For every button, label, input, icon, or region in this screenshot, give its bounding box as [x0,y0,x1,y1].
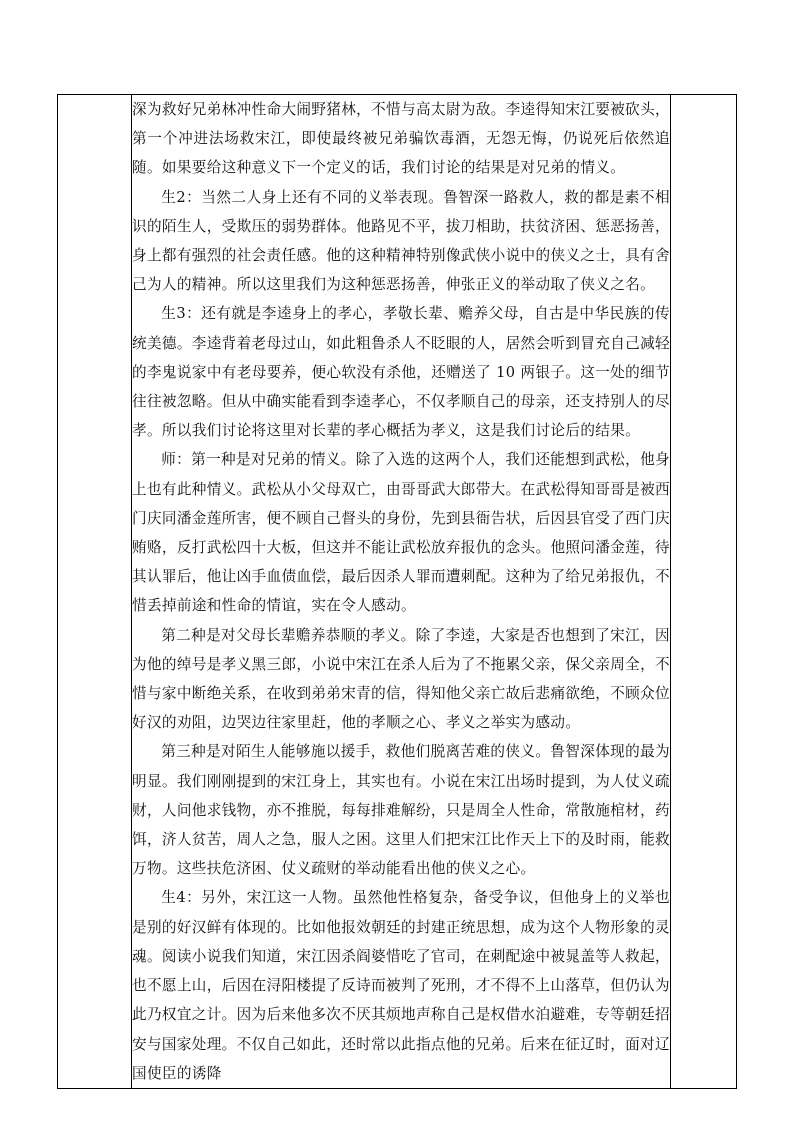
content-cell [132,95,671,1089]
document-table [57,94,737,1089]
paragraph-3: 生3：还有就是李逵身上的孝心，孝敬长辈、赡养父母，自古是中华民族的传统美德。李逵背着老母过山，如此粗鲁杀人不眨眼的人，居然会听到冒充自己减轻的李鬼说家中有老母要养，便心软没有杀他，还赠送了 10 两银子。这一处的细节往往被忽略。但从中确实能看到李逵孝心，不仅孝顺自己的母亲，还支持别人的尽孝。所以我们讨论将这里对长辈的孝心概括为孝义，这是我们讨论后的结果。 [132,305,670,440]
paragraph-5: 第二种是对父母长辈赡养恭顺的孝义。除了李逵，大家是否也想到了宋江，因为他的绰号是孝义黑三郎，小说中宋江在杀人后为了不拖累父亲，保父亲周全，不惜与家中断绝关系，在收到弟弟宋青的信，得知他父亲亡故后悲痛欲绝，不顾众位好汉的劝阻，边哭边往家里赶，他的孝顺之心、孝义之举实为感动。 [132,626,670,732]
paragraph-1: 深为救好兄弟林冲性命大闹野猪林，不惜与高太尉为敌。李逵得知宋江要被砍头，第一个冲进法场救宋江，即使最终被兄弟骗饮毒酒，无怨无悔，仍说死后依然追随。如果要给这种意义下一个定义的话，我们讨论的结果是对兄弟的情义。 [132,101,670,177]
paragraph-4: 师：第一种是对兄弟的情义。除了入选的这两个人，我们还能想到武松，他身上也有此种情义。武松从小父母双亡，由哥哥武大郎带大。在武松得知哥哥是被西门庆同潘金莲所害，便不顾自己督头的身份，先到县衙告状，后因县官受了西门庆贿赂，反打武松四十大板，但这并不能让武松放弃报仇的念头。他照问潘金莲，待其认罪后，他让凶手血债血偿，最后因杀人罪而遭刺配。这种为了给兄弟报仇，不惜丢掉前途和性命的情谊，实在令人感动。 [132,451,670,615]
paragraph-7: 生4：另外，宋江这一人物。虽然他性格复杂，备受争议，但他身上的义举也是别的好汉鲜有体现的。比如他报效朝廷的封建正统思想，成为这个人物形象的灵魂。阅读小说我们知道，宋江因杀阎婆惜吃了官司，在刺配途中被晁盖等人救起，也不愿上山，后因在浔阳楼提了反诗而被判了死刑，才不得不上山落草，但仍认为此乃权宜之计。因为后来他多次不厌其烦地声称自己是权借水泊避难，专等朝廷招安与国家处理。不仅自己如此，还时常以此指点他的兄弟。后来在征辽时，面对辽国使臣的诱降 [132,889,670,1082]
left-empty-cell [58,95,132,1089]
paragraph-2: 生2：当然二人身上还有不同的义举表现。鲁智深一路救人，救的都是素不相识的陌生人，受欺压的弱势群体。他路见不平，拔刀相助，扶贫济困、惩恶扬善，身上都有强烈的社会责任感。他的这种精神特别像武侠小说中的侠义之士，具有舍己为人的精神。所以这里我们为这种惩恶扬善，伸张正义的举动取了侠义之名。 [132,188,670,294]
paragraph-6: 第三种是对陌生人能够施以援手，救他们脱离苦难的侠义。鲁智深体现的最为明显。我们刚刚提到的宋江身上，其实也有。小说在宋江出场时提到，为人仗义疏财，人问他求钱物，亦不推脱，每每排难解纷，只是周全人性命，常散施棺材，药饵，济人贫苦，周人之急，服人之困。这里人们把宋江比作天上下的及时雨，能救万物。这些扶危济困、仗义疏财的举动能看出他的侠义之心。 [132,743,670,878]
right-empty-cell [671,95,737,1089]
